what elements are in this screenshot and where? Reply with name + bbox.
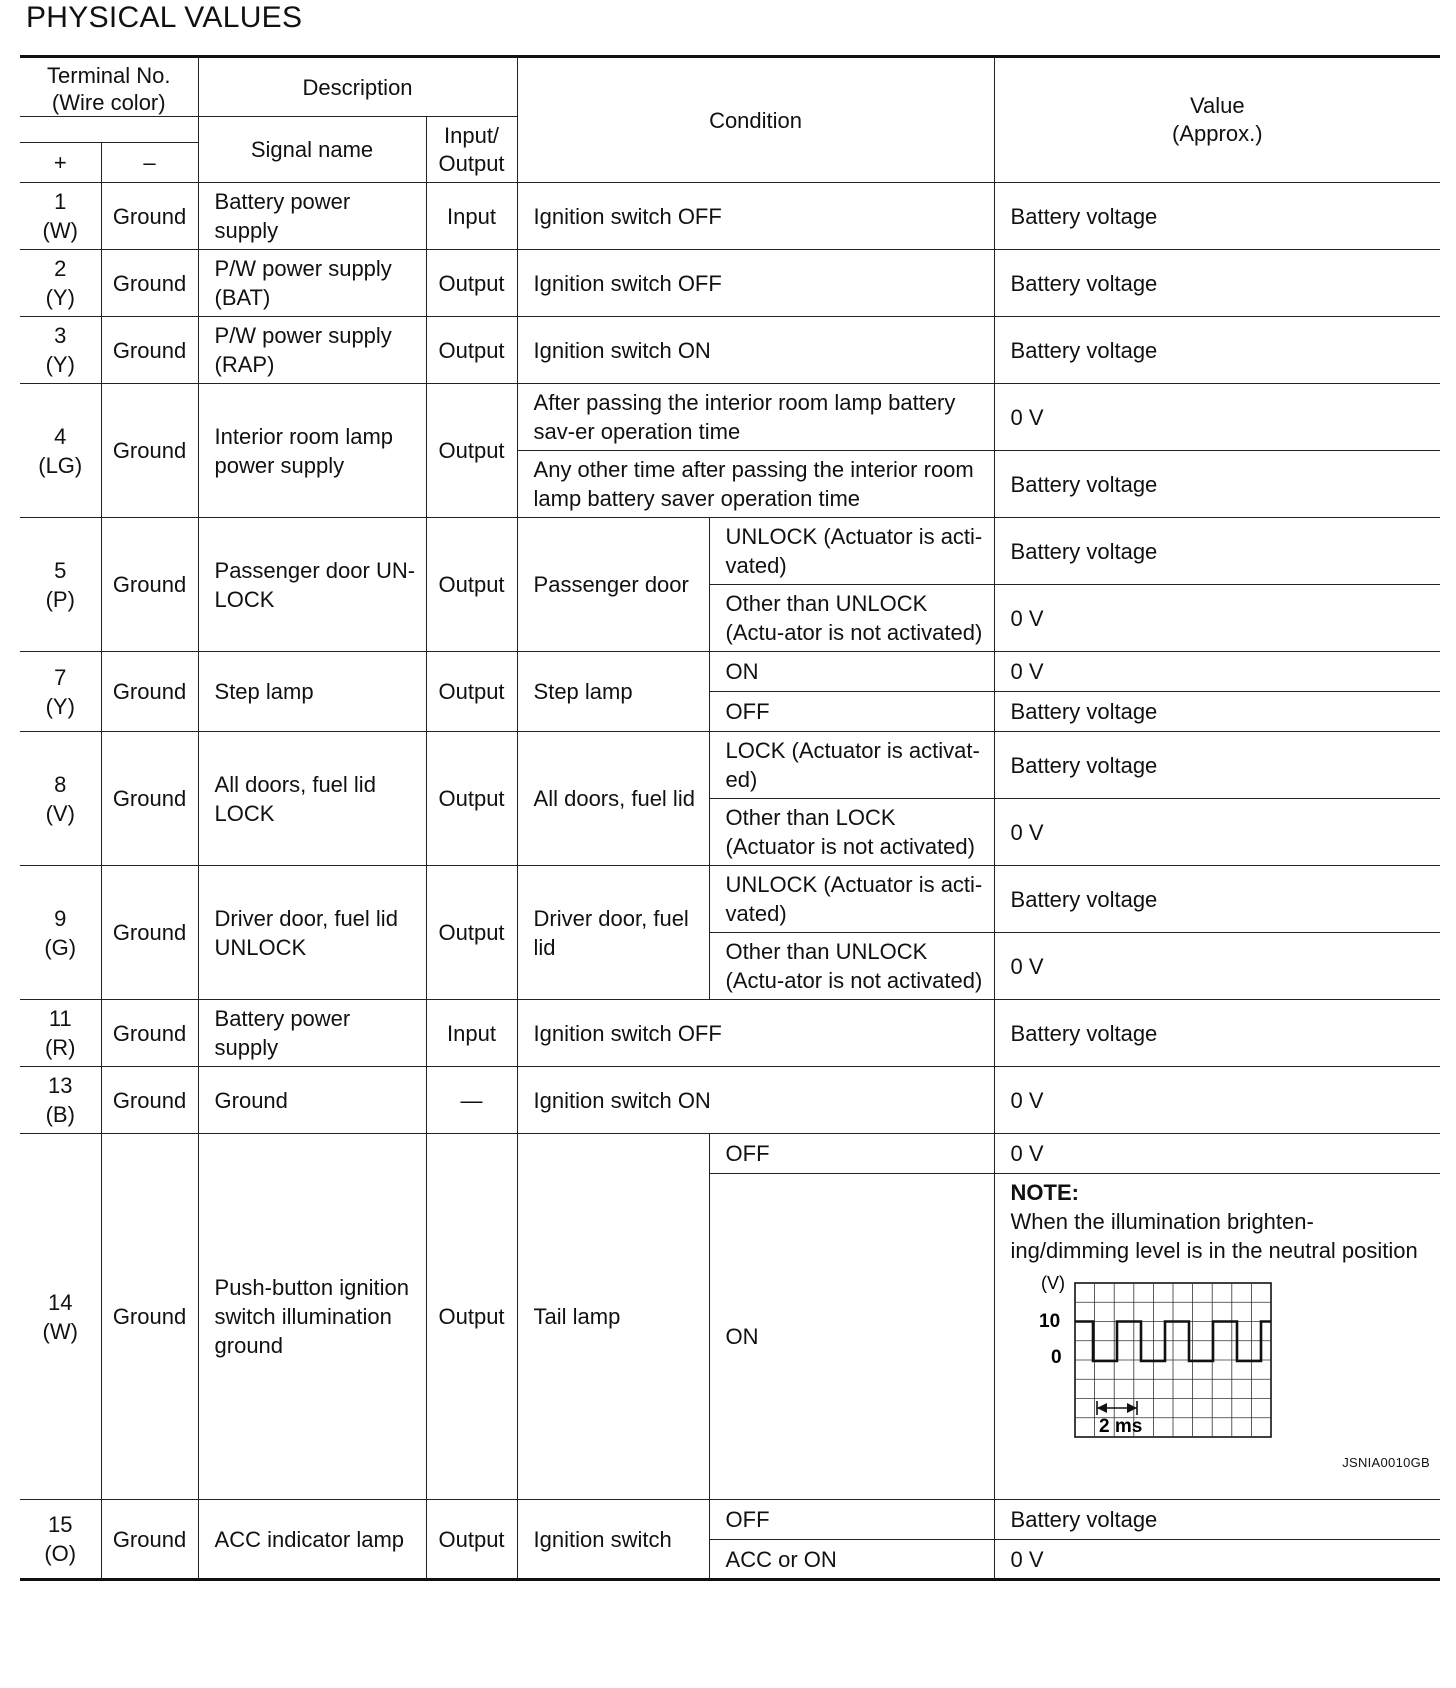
- terminal-header-spacer: [20, 117, 198, 143]
- value-label: Value: [1189, 93, 1245, 118]
- signal-cell: All doors, fuel lid LOCK: [198, 732, 426, 866]
- minus-cell: Ground: [101, 384, 198, 518]
- page-title: PHYSICAL VALUES: [26, 1, 303, 34]
- value-cell: Battery voltage: [994, 183, 1440, 250]
- value-cell: 0 V: [994, 1067, 1440, 1134]
- wire-color: (O): [44, 1541, 77, 1566]
- terminal-number: 7: [54, 664, 67, 690]
- value-cell: 0 V: [994, 1134, 1440, 1174]
- io-cell: Output: [426, 250, 517, 317]
- minus-cell: Ground: [101, 652, 198, 732]
- terminal-number: 5: [54, 557, 67, 583]
- io-cell: —: [426, 1067, 517, 1134]
- value-cell: 0 V: [994, 384, 1440, 451]
- table-row: [20, 732, 1440, 799]
- physical-values-table: [20, 55, 1440, 1581]
- io-cell: Output: [426, 384, 517, 518]
- state-cell: ON: [709, 1174, 994, 1500]
- wire-color: (Y): [45, 693, 75, 719]
- table-row: [20, 250, 1440, 317]
- terminal-cell: [20, 518, 101, 652]
- waveform-y-unit: (V): [1040, 1273, 1065, 1293]
- condition-cell: Passenger door: [517, 518, 709, 652]
- signal-cell: Battery power supply: [198, 183, 426, 250]
- io-cell: Output: [426, 317, 517, 384]
- condition-cell: Ignition switch ON: [517, 1067, 994, 1134]
- note-heading: NOTE:: [1010, 1180, 1079, 1205]
- signal-cell: Passenger door UN-LOCK: [198, 518, 426, 652]
- table-row: [20, 518, 1440, 585]
- condition-cell: Driver door, fuel lid: [517, 866, 709, 1000]
- value-cell: Battery voltage: [994, 518, 1440, 585]
- waveform-x-label: 2 ms: [1098, 1416, 1142, 1437]
- state-cell: ON: [709, 652, 994, 692]
- value-cell: 0 V: [994, 585, 1440, 652]
- state-cell: Other than LOCK (Actuator is not activated): [709, 799, 994, 866]
- condition-cell: Tail lamp: [517, 1134, 709, 1500]
- waveform-y-tick-high: 10: [1038, 1311, 1060, 1332]
- condition-cell: Ignition switch OFF: [517, 1000, 994, 1067]
- terminal-cell: [20, 732, 101, 866]
- io-cell: Output: [426, 1500, 517, 1580]
- terminal-cell: [20, 1000, 101, 1067]
- terminal-cell: [20, 317, 101, 384]
- condition-cell: Ignition switch ON: [517, 317, 994, 384]
- figure-code: JSNIA0010GB: [1342, 1455, 1431, 1470]
- value-cell: 0 V: [994, 799, 1440, 866]
- terminal-number: 13: [48, 1073, 73, 1098]
- table-row: [20, 384, 1440, 451]
- table-row: [20, 317, 1440, 384]
- condition-cell: Any other time after passing the interior room lamp battery saver operation time: [517, 451, 994, 518]
- signal-cell: Interior room lamp power supply: [198, 384, 426, 518]
- minus-cell: Ground: [101, 866, 198, 1000]
- state-cell: OFF: [709, 1134, 994, 1174]
- wire-color: (W): [42, 1318, 78, 1344]
- value-cell: Battery voltage: [994, 692, 1440, 732]
- terminal-cell: [20, 652, 101, 732]
- signal-cell: Ground: [198, 1067, 426, 1134]
- terminal-cell: [20, 1500, 101, 1580]
- terminal-number: 2: [54, 256, 67, 281]
- minus-cell: Ground: [101, 1500, 198, 1580]
- value-approx-label: (Approx.): [1172, 121, 1263, 146]
- io-cell: Input: [426, 1000, 517, 1067]
- terminal-label: Terminal No.: [47, 63, 171, 88]
- waveform-y-tick-low: 0: [1050, 1347, 1062, 1368]
- minus-cell: Ground: [101, 1067, 198, 1134]
- note-cell: [994, 1174, 1440, 1500]
- signal-name-header: Signal name: [198, 117, 426, 183]
- table-row: [20, 1067, 1440, 1134]
- io-cell: Output: [426, 518, 517, 652]
- signal-cell: P/W power supply (BAT): [198, 250, 426, 317]
- wire-color: (P): [45, 586, 75, 612]
- wire-color: (Y): [45, 352, 75, 377]
- condition-cell: Ignition switch OFF: [517, 250, 994, 317]
- io-cell: Output: [426, 1134, 517, 1500]
- minus-cell: Ground: [101, 250, 198, 317]
- value-cell: Battery voltage: [994, 317, 1440, 384]
- terminal-number: 3: [54, 323, 67, 348]
- terminal-number: 15: [48, 1512, 73, 1537]
- terminal-cell: [20, 1067, 101, 1134]
- table-row: [20, 1500, 1440, 1540]
- state-cell: LOCK (Actuator is activat-ed): [709, 732, 994, 799]
- wire-color-label: (Wire color): [51, 90, 166, 115]
- condition-cell: Ignition switch: [517, 1500, 709, 1580]
- wire-color: (LG): [38, 452, 83, 478]
- minus-cell: Ground: [101, 1134, 198, 1500]
- state-cell: OFF: [709, 1500, 994, 1540]
- table-row: [20, 183, 1440, 250]
- io-header: Input/ Output: [426, 117, 517, 183]
- terminal-number: 1: [54, 189, 67, 214]
- state-cell: OFF: [709, 692, 994, 732]
- minus-header: –: [101, 143, 198, 183]
- wire-color: (Y): [45, 285, 75, 310]
- state-cell: UNLOCK (Actuator is acti-vated): [709, 518, 994, 585]
- io-cell: Output: [426, 732, 517, 866]
- value-cell: 0 V: [994, 933, 1440, 1000]
- table-row: [20, 1134, 1440, 1174]
- value-cell: 0 V: [994, 1540, 1440, 1580]
- state-cell: Other than UNLOCK (Actu-ator is not activated): [709, 585, 994, 652]
- value-cell: Battery voltage: [994, 1000, 1440, 1067]
- minus-cell: Ground: [101, 518, 198, 652]
- condition-cell: After passing the interior room lamp battery sav-er operation time: [517, 384, 994, 451]
- table-row: [20, 1000, 1440, 1067]
- wire-color: (B): [45, 1102, 75, 1127]
- terminal-number: 14: [48, 1289, 73, 1315]
- minus-cell: Ground: [101, 1000, 198, 1067]
- state-cell: Other than UNLOCK (Actu-ator is not activated): [709, 933, 994, 1000]
- value-cell: Battery voltage: [994, 250, 1440, 317]
- io-cell: Input: [426, 183, 517, 250]
- signal-cell: P/W power supply (RAP): [198, 317, 426, 384]
- condition-cell: Step lamp: [517, 652, 709, 732]
- table-row: [20, 866, 1440, 933]
- io-cell: Output: [426, 866, 517, 1000]
- signal-cell: Driver door, fuel lid UNLOCK: [198, 866, 426, 1000]
- terminal-number: 4: [54, 423, 67, 449]
- condition-cell: Ignition switch OFF: [517, 183, 994, 250]
- wire-color: (R): [44, 1035, 76, 1060]
- minus-cell: Ground: [101, 183, 198, 250]
- wire-color: (W): [42, 218, 78, 243]
- wire-color: (G): [44, 934, 77, 960]
- signal-cell: Step lamp: [198, 652, 426, 732]
- terminal-cell: [20, 384, 101, 518]
- value-cell: 0 V: [994, 652, 1440, 692]
- terminal-cell: [20, 183, 101, 250]
- terminal-number: 9: [54, 905, 67, 931]
- plus-header: +: [20, 143, 101, 183]
- io-cell: Output: [426, 652, 517, 732]
- condition-header: Condition: [517, 57, 994, 183]
- terminal-cell: [20, 1134, 101, 1500]
- note-text: When the illumination brighten-ing/dimming level is in the neutral position: [1010, 1209, 1418, 1263]
- state-cell: ACC or ON: [709, 1540, 994, 1580]
- signal-cell: Battery power supply: [198, 1000, 426, 1067]
- value-cell: Battery voltage: [994, 1500, 1440, 1540]
- terminal-number: 8: [54, 771, 67, 797]
- terminal-header: [20, 57, 198, 117]
- terminal-cell: [20, 866, 101, 1000]
- description-header: Description: [198, 57, 517, 117]
- condition-cell: All doors, fuel lid: [517, 732, 709, 866]
- waveform-svg: [1011, 1271, 1341, 1449]
- terminal-number: 11: [48, 1006, 72, 1031]
- terminal-cell: [20, 250, 101, 317]
- minus-cell: Ground: [101, 732, 198, 866]
- state-cell: UNLOCK (Actuator is acti-vated): [709, 866, 994, 933]
- wire-color: (V): [45, 800, 75, 826]
- table-row: [20, 652, 1440, 692]
- minus-cell: Ground: [101, 317, 198, 384]
- value-header: [994, 57, 1440, 183]
- value-cell: Battery voltage: [994, 451, 1440, 518]
- value-cell: Battery voltage: [994, 866, 1440, 933]
- value-cell: Battery voltage: [994, 732, 1440, 799]
- signal-cell: Push-button ignition switch illumination ground: [198, 1134, 426, 1500]
- signal-cell: ACC indicator lamp: [198, 1500, 426, 1580]
